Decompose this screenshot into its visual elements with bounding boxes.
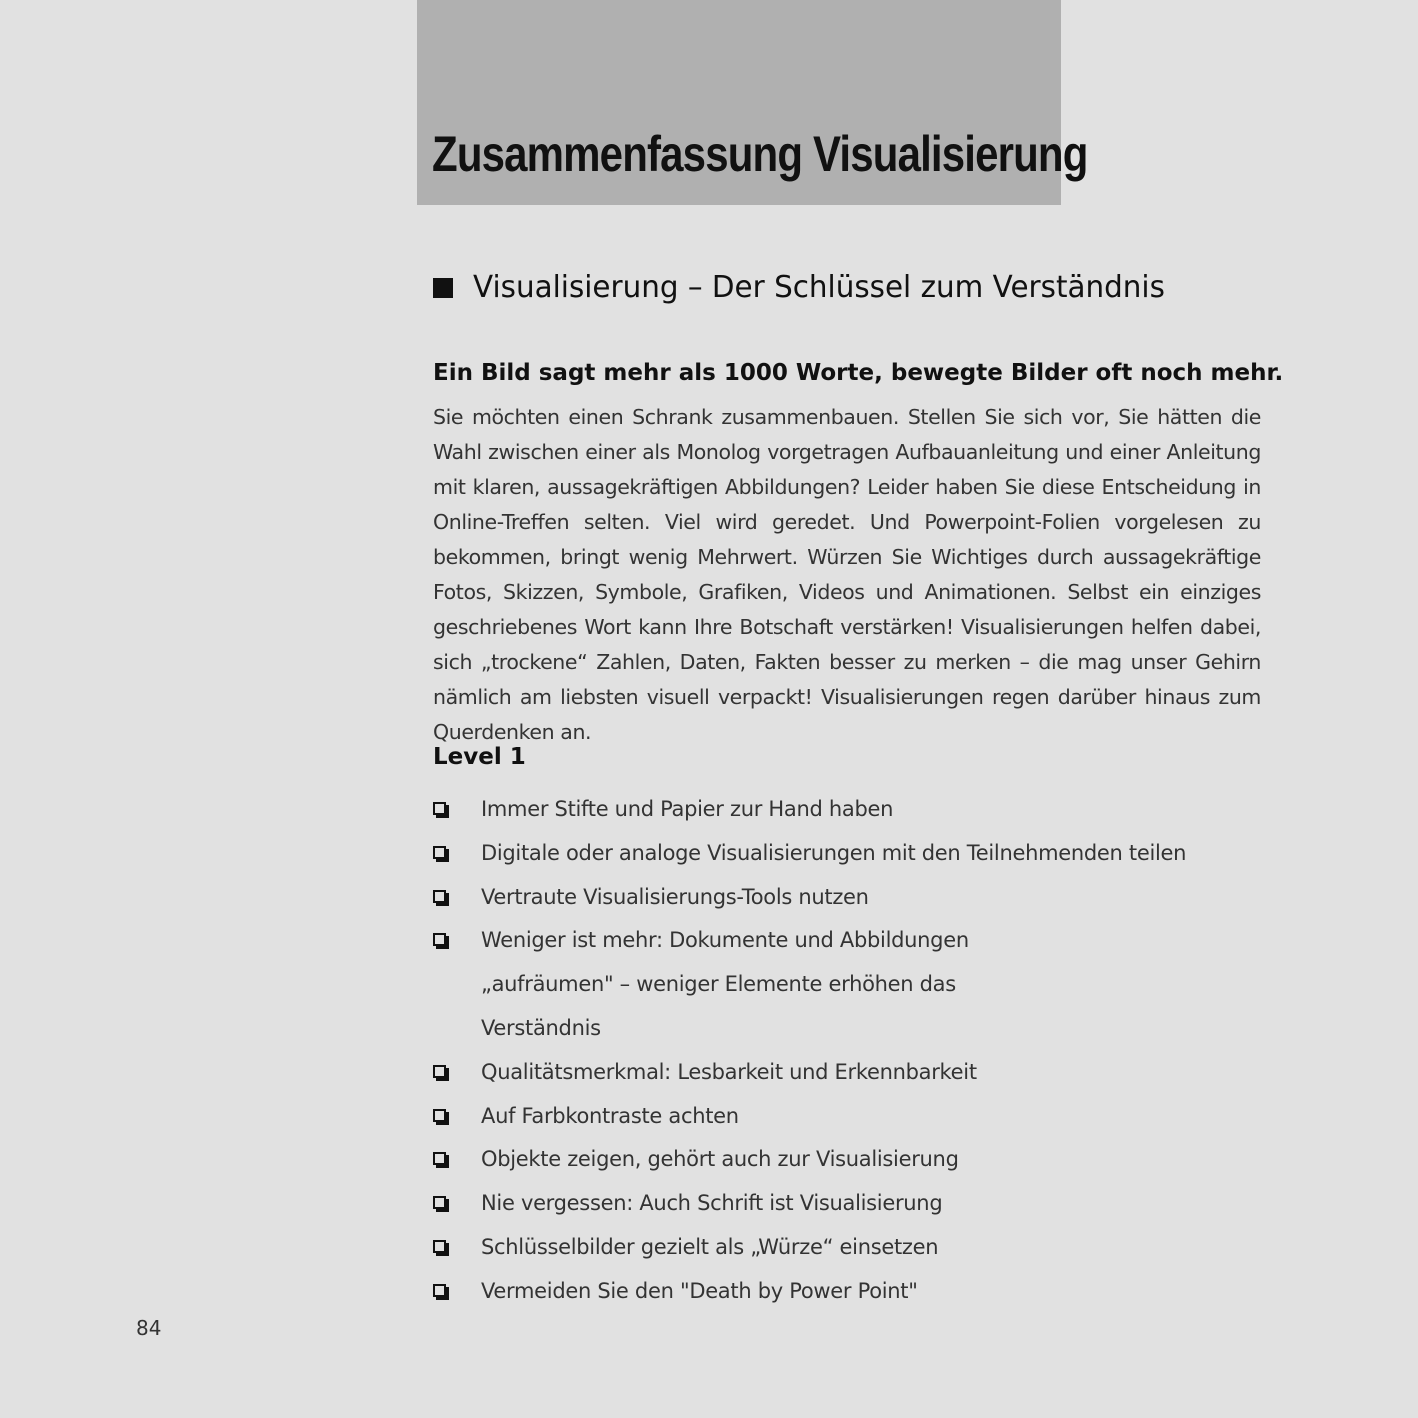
checklist-item-text: Schlüsselbilder gezielt als „Würze“ einsetzen: [481, 1234, 939, 1259]
section-heading-text: Visualisierung – Der Schlüssel zum Verständnis: [473, 270, 1165, 305]
checklist-item-text: Digitale oder analoge Visualisierungen mit den Teilnehmenden teilen: [481, 840, 1187, 865]
checkbox-icon: [433, 1196, 446, 1209]
checklist-item-text: Nie vergessen: Auch Schrift ist Visualisierung: [481, 1191, 943, 1216]
checklist-item-text: Vertraute Visualisierungs-Tools nutzen: [481, 884, 869, 909]
chapter-title: Zusammenfassung Visualisierung: [432, 126, 1088, 182]
checklist-item: [433, 788, 1261, 832]
checklist-item: [433, 1270, 1261, 1314]
checkbox-icon: [433, 933, 446, 946]
level-heading: Level 1: [433, 744, 526, 770]
checkbox-icon: [433, 1065, 446, 1078]
lead-sentence: Ein Bild sagt mehr als 1000 Worte, bewegte Bilder oft noch mehr.: [433, 360, 1284, 386]
checkbox-icon: [433, 802, 446, 815]
checklist-item: [433, 1051, 1261, 1095]
page-number: 84: [136, 1316, 162, 1340]
checkbox-icon: [433, 1152, 446, 1165]
checklist-item: [433, 1182, 1261, 1226]
checklist-item-text: Auf Farbkontraste achten: [481, 1103, 739, 1128]
black-square-icon: [433, 278, 453, 298]
checklist-item-text: Vermeiden Sie den "Death by Power Point": [481, 1278, 918, 1303]
checkbox-icon: [433, 1284, 446, 1297]
checkbox-icon: [433, 1240, 446, 1253]
checklist-item-text: Objekte zeigen, gehört auch zur Visualisierung: [481, 1147, 959, 1172]
checklist-item: [433, 876, 1261, 920]
section-heading: [433, 266, 1179, 310]
checklist-item: [433, 832, 1261, 876]
checklist-item-text: Weniger ist mehr: Dokumente und Abbildungen „aufräumen" – weniger Elemente erhöhen das Verständnis: [481, 928, 969, 1040]
checklist-item: [433, 1138, 1261, 1182]
checklist: [433, 788, 1261, 1314]
checkbox-icon: [433, 890, 446, 903]
checklist-item: [433, 1095, 1261, 1139]
checklist-item: [433, 919, 981, 1050]
checklist-item-text: Qualitätsmerkmal: Lesbarkeit und Erkennbarkeit: [481, 1059, 977, 1084]
checklist-item: [433, 1226, 1261, 1270]
checkbox-icon: [433, 1109, 446, 1122]
checkbox-icon: [433, 846, 446, 859]
checklist-item-text: Immer Stifte und Papier zur Hand haben: [481, 797, 894, 821]
body-paragraph: Sie möchten einen Schrank zusammenbauen. Stellen Sie sich vor, Sie hätten die Wahl zwischen einer als Monolog vorgetragen Aufbauanleitung und einer Anleitung mit klaren, aussagekräftigen Abbildungen? Leider haben Sie diese Entscheidung in Online-Treffen selten. Viel wird geredet. Und Powerpoint-Folien vorgelesen zu bekommen, bringt wenig Mehrwert. Würzen Sie Wichtiges durch aussagekräftige Fotos, Skizzen, Symbole, Grafiken, Videos und Animationen. Selbst ein einziges geschriebenes Wort kann Ihre Botschaft verstärken! Visualisierungen helfen dabei, sich „trockene“ Zahlen, Daten, Fakten besser zu merken – die mag unser Gehirn nämlich am liebsten visuell verpackt! Visualisierungen regen darüber hinaus zum Querdenken an.: [433, 405, 1261, 744]
